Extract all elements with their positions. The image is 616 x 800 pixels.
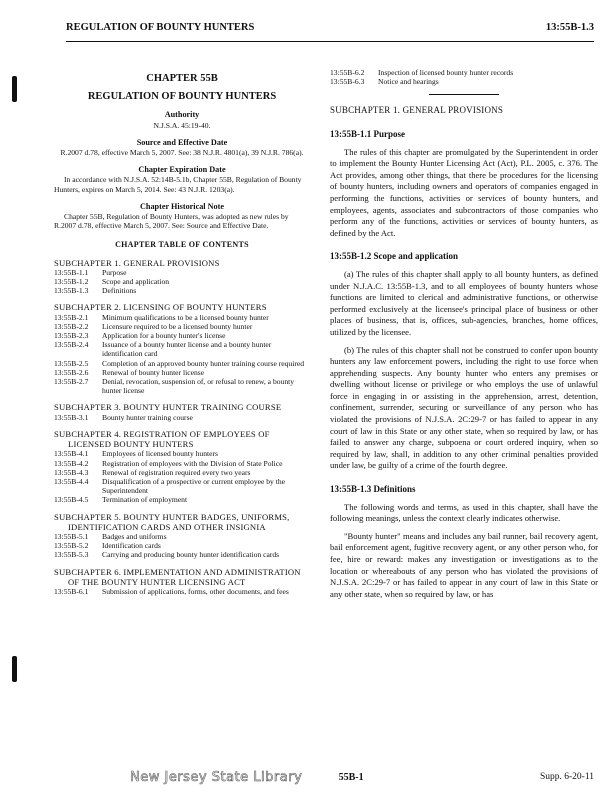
toc-entry [54, 322, 310, 331]
margin-change-bar [12, 76, 17, 102]
toc-subchapter-2: SUBCHAPTER 2. LICENSING OF BOUNTY HUNTERS [54, 302, 267, 313]
toc-entry [54, 541, 310, 550]
chapter-number: CHAPTER 55B [146, 73, 218, 84]
toc-entry-number: 13:55B-1.1 [54, 267, 89, 277]
toc-entry-number: 13:55B-4.5 [54, 495, 89, 505]
section-heading-scope: 13:55B-1.2 Scope and application [330, 251, 459, 262]
toc-entry-title: Identification cards [102, 541, 161, 551]
toc-subchapter-5: SUBCHAPTER 5. BOUNTY HUNTER BADGES, UNIFORMS, IDENTIFICATION CARDS AND OTHER INSIGNIA [54, 511, 290, 532]
toc-entry-title: Disqualification of a prospective or current employee by the Superintendent [102, 476, 286, 496]
margin-change-bar [12, 656, 17, 682]
paragraph: (a) The rules of this chapter shall apply to all bounty hunters, as defined under N.J.A.C. 13:55B-1.3, and to all employees of bounty hunters whose functions are limited to clerical and administrative functions, or otherwise performed exclusively at the licensee's principal place of business or other places of business, that is, offices, sub-agencies, branches, home offices, utilized by the licensee. [330, 268, 598, 337]
page-footer [130, 770, 594, 784]
toc-entry-number: 13:55B-6.2 [330, 68, 365, 77]
toc-entry-title: Licensure required to be a licensed bounty hunter [102, 321, 253, 331]
toc-entry-number: 13:55B-2.4 [54, 340, 89, 350]
toc-entry-number: 13:55B-4.4 [54, 476, 89, 486]
toc-entry-number: 13:55B-2.6 [54, 367, 89, 377]
toc-entry [330, 77, 598, 86]
supplement-date: Supp. 6-20-11 [539, 772, 594, 782]
toc-entry [54, 340, 310, 358]
paragraph: (b) The rules of this chapter shall not be construed to confer upon bounty hunters any law enforcement powers, including the right to use force when apprehending suspects. Any bounty hunter who enters any premises or dwelling without license or privilege or who employs the use of unlawful force in engaging in or assisting in the apprehension, arrest, detention, confinement, surrender, securing or surveillance of any person who has violated the provisions of N.J.S.A. 2C:29-7 or has failed to appear in any court of law in this State or any other state, when so required by law, or has failed to answer any charge, subpoena or court ordered inquiry, when so required by law, shall, in addition to any other criminal penalties provided under law, be guilty of a crime of the fourth degree. [330, 344, 598, 471]
toc-entry-title: Definitions [102, 286, 137, 296]
toc-entry [54, 377, 310, 395]
toc-entry-number: 13:55B-4.2 [54, 458, 89, 468]
authority-heading: Authority [164, 110, 200, 120]
toc-entry-number: 13:55B-4.1 [54, 449, 89, 459]
toc-entry-number: 13:55B-1.2 [54, 277, 89, 287]
toc-entry-number: 13:55B-2.5 [54, 358, 89, 368]
authority-text: N.J.S.A. 45:19-40. [153, 120, 211, 130]
toc-entry [54, 459, 310, 468]
right-column [330, 68, 598, 600]
toc-subchapter-3: SUBCHAPTER 3. BOUNTY HUNTER TRAINING COURSE [54, 402, 282, 413]
toc-entry [54, 268, 310, 277]
paragraph: The rules of this chapter are promulgated by the Superintendent in order to implement the Bounty Hunter Licensing Act (Act), P.L. 2005, c. 376. The Act provides, among other things, that there be procedures for the licensing of bounty hunters, including owners and operators of companies engaged in performing the functions, activities or services of bounty hunters, and employees, agents, associates and subcontractors of those companies who perform any of the functions, activities or services of bounty hunters, as defined by the Act. [330, 146, 598, 238]
toc-list [54, 587, 310, 596]
header-title: REGULATION OF BOUNTY HUNTERS [66, 22, 255, 33]
divider [429, 94, 499, 95]
library-watermark: New Jersey State Library [130, 769, 303, 785]
toc-entry-number: 13:55B-5.3 [54, 550, 89, 560]
toc-heading: CHAPTER TABLE OF CONTENTS [115, 240, 249, 250]
toc-entry [54, 532, 310, 541]
toc-subchapter-1: SUBCHAPTER 1. GENERAL PROVISIONS [54, 257, 220, 268]
toc-entry [54, 495, 310, 504]
historical-text: Chapter 55B, Regulation of Bounty Hunters, was adopted as new rules by R.2007 d.78, effective March 5, 2007. See: Source and Effective Date. [54, 212, 289, 231]
toc-list [54, 413, 310, 422]
toc-entry [54, 331, 310, 340]
source-text: R.2007 d.78, effective March 5, 2007. See: 38 N.J.R. 4801(a), 39 N.J.R. 786(a). [60, 148, 304, 158]
toc-entry [54, 313, 310, 322]
toc-entry-number: 13:55B-6.1 [54, 586, 89, 596]
toc-entry-title: Purpose [102, 267, 127, 277]
toc-entry-title: Denial, revocation, suspension of, or refusal to renew, a bounty hunter license [102, 377, 295, 396]
toc-entry [54, 286, 310, 295]
expiration-heading: Chapter Expiration Date [138, 165, 226, 175]
toc-entry [54, 277, 310, 286]
toc-list [54, 449, 310, 504]
toc-list [330, 68, 598, 86]
paragraph: The following words and terms, as used in this chapter, shall have the following meanings, unless the context clearly indicates otherwise. [330, 501, 598, 524]
running-header [66, 22, 594, 42]
toc-entry [54, 477, 310, 495]
toc-entry-number: 13:55B-1.3 [54, 286, 89, 296]
toc-entry-title: Completion of an approved bounty hunter training course required [102, 358, 305, 368]
paragraph: "Bounty hunter" means and includes any bail runner, bail recovery agent, bail enforcement agent, fugitive recovery agent, or any other person who, for fee, hire or reward: makes any investigation or investigations as to the location or whereabouts of any person who has violated the provisions of N.J.S.A. 2C:29-7 or has failed to appear in any court of law in this State or any other state, when so required by law, or has [330, 530, 598, 599]
toc-subchapter-4: SUBCHAPTER 4. REGISTRATION OF EMPLOYEES OF LICENSED BOUNTY HUNTERS [54, 428, 270, 450]
toc-entry-title: Submission of applications, forms, other documents, and fees [102, 586, 289, 596]
page-number: 55B-1 [338, 771, 364, 783]
toc-entry [54, 413, 310, 422]
toc-list [54, 268, 310, 296]
toc-entry-number: 13:55B-4.3 [54, 467, 89, 477]
toc-entry [54, 359, 310, 368]
toc-entry-number: 13:55B-6.3 [330, 77, 365, 87]
toc-entry-number: 13:55B-2.2 [54, 321, 89, 331]
toc-entry [54, 368, 310, 377]
toc-entry-title: Inspection of licensed bounty hunter records [378, 68, 514, 77]
toc-entry-title: Badges and uniforms [102, 531, 167, 541]
historical-heading: Chapter Historical Note [140, 201, 224, 211]
toc-entry-title: Renewal of registration required every two years [102, 467, 251, 477]
toc-subchapter-6: SUBCHAPTER 6. IMPLEMENTATION AND ADMINISTRATION OF THE BOUNTY HUNTER LICENSING ACT [54, 566, 301, 587]
toc-entry-number: 13:55B-5.1 [54, 531, 89, 541]
toc-entry [330, 68, 598, 77]
toc-entry-title: Renewal of bounty hunter license [102, 367, 205, 377]
section-heading-definitions: 13:55B-1.3 Definitions [330, 484, 416, 495]
toc-entry-number: 13:55B-5.2 [54, 541, 89, 551]
chapter-title: REGULATION OF BOUNTY HUNTERS [87, 91, 277, 103]
toc-list [54, 313, 310, 396]
toc-entry-number: 13:55B-2.7 [54, 377, 89, 387]
toc-entry-title: Notice and hearings [378, 77, 439, 87]
toc-entry-title: Scope and application [102, 277, 170, 287]
toc-entry-title: Minimum qualifications to be a licensed bounty hunter [102, 312, 269, 322]
source-heading: Source and Effective Date [136, 137, 228, 147]
toc-entry [54, 550, 310, 559]
section-heading-purpose: 13:55B-1.1 Purpose [330, 129, 405, 139]
subchapter-heading: SUBCHAPTER 1. GENERAL PROVISIONS [330, 105, 504, 116]
toc-entry [54, 468, 310, 477]
toc-entry-number: 13:55B-3.1 [54, 412, 89, 422]
expiration-text: In accordance with N.J.S.A. 52:14B-5.1b, Chapter 55B, Regulation of Bounty Hunters, expires on March 5, 2014. See: 43 N.J.R. 1203(a). [54, 175, 302, 194]
toc-entry [54, 587, 310, 596]
toc-entry-title: Employees of licensed bounty hunters [102, 449, 218, 459]
toc-entry-number: 13:55B-2.3 [54, 331, 89, 341]
toc-list [54, 532, 310, 560]
left-column [54, 68, 310, 596]
toc-entry-title: Termination of employment [102, 495, 188, 505]
toc-entry-title: Application for a bounty hunter's license [102, 331, 226, 341]
toc-entry-number: 13:55B-2.1 [54, 312, 89, 322]
toc-entry-title: Issuance of a bounty hunter license and a bounty hunter identification card [102, 340, 272, 359]
toc-entry-title: Bounty hunter training course [102, 412, 193, 422]
toc-entry-title: Registration of employees with the Division of State Police [102, 458, 283, 468]
header-section: 13:55B-1.3 [545, 22, 594, 33]
toc-entry [54, 449, 310, 458]
toc-entry-title: Carrying and producing bounty hunter identification cards [102, 550, 280, 560]
